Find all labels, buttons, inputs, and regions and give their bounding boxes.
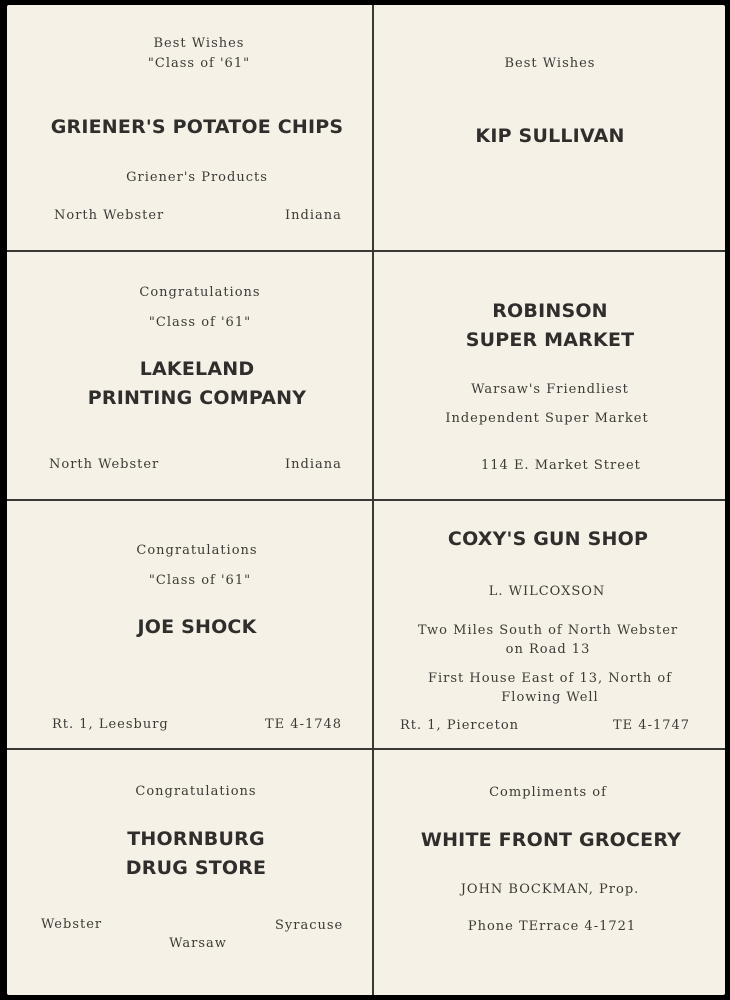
owner: L. WILCOXSON (488, 584, 606, 599)
location-left: Rt. 1, Pierceton (400, 718, 520, 733)
location-left: North Webster (54, 208, 165, 223)
business-name-line2: DRUG STORE (125, 857, 267, 879)
tagline-line1: Warsaw's Friendliest (471, 382, 629, 397)
horizontal-divider (7, 499, 725, 501)
greeting: Congratulations (139, 285, 261, 300)
address: 114 E. Market Street (481, 458, 641, 473)
location-syracuse: Syracuse (275, 918, 344, 933)
directions-line3: First House East of 13, North of (427, 671, 673, 686)
location-webster: Webster (41, 917, 103, 932)
directions-line2: on Road 13 (505, 642, 591, 657)
business-name: WHITE FRONT GROCERY (420, 829, 682, 851)
business-name: GRIENER'S POTATOE CHIPS (50, 116, 344, 138)
business-name: KIP SULLIVAN (475, 125, 625, 147)
class-line: "Class of '61" (148, 315, 252, 330)
class-line: "Class of '61" (147, 56, 251, 71)
horizontal-divider (7, 250, 725, 252)
location-right: Indiana (285, 457, 342, 472)
horizontal-divider (7, 748, 725, 750)
class-line: "Class of '61" (148, 573, 252, 588)
business-name: JOE SHOCK (137, 616, 257, 638)
greeting: Compliments of (489, 785, 607, 800)
greeting: Congratulations (136, 543, 258, 558)
phone: TE 4-1747 (613, 718, 691, 733)
tagline-line2: Independent Super Market (445, 411, 649, 426)
business-name-line1: LAKELAND (139, 358, 255, 380)
owner: JOHN BOCKMAN, Prop. (460, 882, 640, 897)
directions-line1: Two Miles South of North Webster (417, 623, 679, 638)
location-left: North Webster (49, 457, 160, 472)
business-name-line1: THORNBURG (127, 828, 265, 850)
phone: TE 4-1748 (265, 717, 343, 732)
phone: Phone TErrace 4-1721 (467, 919, 637, 934)
greeting: Congratulations (135, 784, 257, 799)
location-left: Rt. 1, Leesburg (52, 717, 169, 732)
directions-line4: Flowing Well (501, 690, 599, 705)
subtitle: Griener's Products (126, 170, 268, 185)
yearbook-ad-page (7, 5, 725, 995)
business-name: COXY'S GUN SHOP (447, 528, 649, 550)
business-name-line1: ROBINSON (492, 300, 608, 322)
location-warsaw: Warsaw (169, 936, 227, 951)
location-right: Indiana (285, 208, 342, 223)
business-name-line2: PRINTING COMPANY (87, 387, 307, 409)
greeting: Best Wishes (504, 56, 596, 71)
greeting: Best Wishes (153, 36, 245, 51)
business-name-line2: SUPER MARKET (465, 329, 635, 351)
